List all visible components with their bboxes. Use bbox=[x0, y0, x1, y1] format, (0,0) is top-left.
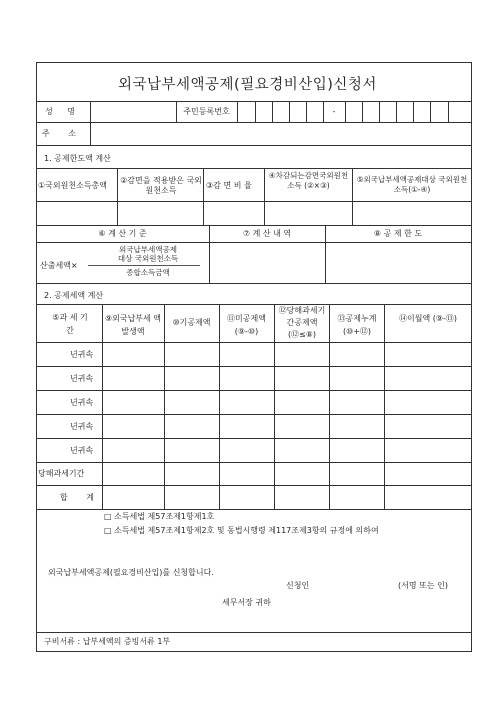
section1-heading: 1. 공제한도액 계산 bbox=[44, 154, 111, 163]
formula-numerator-1: 외국납부세액공제 bbox=[119, 245, 177, 254]
row-label-3: 년귀속 bbox=[70, 398, 94, 407]
col-tax-period: ⑤과 세 기 간 bbox=[52, 313, 88, 335]
col-foreign-income-total: ①국외원천소득총액 bbox=[38, 181, 107, 190]
checkbox-option-1[interactable]: □ 소득세법 제57조제1항제1호 bbox=[104, 512, 215, 521]
formula-numerator-2: 대상 국외원천소득 bbox=[117, 254, 179, 263]
row-label-total: 합 계 bbox=[60, 493, 102, 502]
page-title: 외국납부세액공제(필요경비산입)신청서 bbox=[118, 77, 377, 93]
row-label-4: 년귀속 bbox=[70, 422, 94, 431]
recipient: 세무서장 귀하 bbox=[222, 598, 271, 607]
row-label-current-period: 당해과세기간 bbox=[38, 469, 85, 478]
col-foreign-tax-paid: ⑨외국납부세 액발생액 bbox=[104, 314, 162, 336]
application-text: 외국납부세액공제(필요경비산입)를 신청합니다. bbox=[48, 568, 214, 577]
calc-detail-header: ⑦ 계 산 내 역 bbox=[242, 229, 292, 238]
col-current-deduction: ⑫당해과세기 간공제액 (⑫≤⑧) bbox=[278, 306, 326, 339]
formula-fraction-bar bbox=[88, 265, 200, 266]
footer-note: 구비서류 : 납부세액의 증빙서류 1부 bbox=[44, 637, 171, 646]
row-label-1: 년귀속 bbox=[70, 350, 94, 359]
checkbox-option-2[interactable]: □ 소득세법 제57조제1항제2호 및 동법시행령 제117조제3항의 규정에 의하여 bbox=[104, 526, 379, 535]
input-reduction-rate[interactable] bbox=[204, 202, 264, 225]
resident-no-label: 주민등록번호 bbox=[183, 107, 230, 116]
section2-heading: 2. 공제세액 계산 bbox=[44, 291, 104, 300]
calc-limit-header: ⑧ 공 제 한 도 bbox=[373, 229, 423, 238]
col-previously-deducted: ⑩기공제액 bbox=[172, 318, 211, 327]
applicant-sign-label: 신청인 bbox=[286, 581, 310, 590]
border-right bbox=[471, 62, 472, 652]
col-reduced-income: ②감면을 적용받은 국외원천소득 bbox=[120, 176, 202, 195]
col-cumulative-deduction: ⑬공제누계 (⑩+⑫) bbox=[337, 314, 377, 336]
calc-basis-header: ⑥ 계 산 기 준 bbox=[98, 229, 147, 238]
input-deducted-income[interactable] bbox=[265, 202, 352, 225]
row-label-5: 년귀속 bbox=[70, 446, 94, 455]
address-field[interactable] bbox=[91, 123, 471, 145]
input-creditable-income[interactable] bbox=[353, 202, 471, 225]
address-label: 주 소 bbox=[42, 129, 84, 138]
input-calc-detail[interactable] bbox=[210, 243, 325, 283]
resident-no-dash: - bbox=[332, 107, 336, 116]
col-undeducted: ⑪미공제액 (⑨-⑩) bbox=[227, 314, 266, 336]
row-label-2: 년귀속 bbox=[70, 374, 94, 383]
name-field[interactable] bbox=[91, 102, 176, 122]
border-bottom bbox=[36, 651, 472, 652]
sign-hint: (서명 또는 인) bbox=[398, 581, 448, 590]
formula-denominator: 종합소득금액 bbox=[126, 268, 170, 277]
col-carryover: ⑭이월액 (⑨-⑬) bbox=[398, 314, 458, 323]
formula-prefix: 산출세액× bbox=[40, 261, 78, 270]
col-deducted-income: ④차감되는감면국외원천소득 (②×③) bbox=[268, 171, 349, 190]
input-calc-limit[interactable] bbox=[326, 243, 471, 283]
col-reduction-rate: ③감 면 비 율 bbox=[206, 181, 252, 190]
border-left bbox=[36, 62, 37, 652]
input-foreign-income-total[interactable] bbox=[37, 202, 117, 225]
input-reduced-income[interactable] bbox=[118, 202, 203, 225]
name-label: 성 명 bbox=[45, 107, 81, 116]
border-top bbox=[36, 62, 472, 63]
col-creditable-income: ⑤외국납부세액공제대상 국외원천소득(①-④) bbox=[356, 175, 468, 194]
